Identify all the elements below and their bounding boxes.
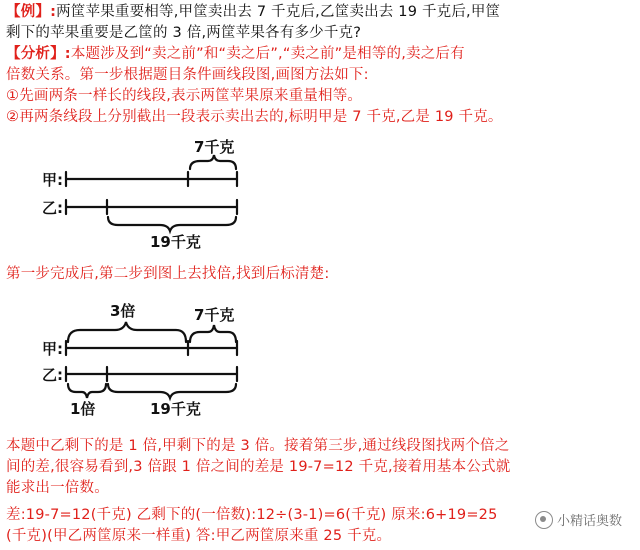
diagram-2-label-1-time: 1倍 <box>70 400 96 418</box>
diagram-1-label-19kg: 19千克 <box>150 233 201 251</box>
conclusion-line-2: 间的差,很容易看到,3 倍跟 1 倍之间的差是 19-7=12 千克,接着用基本公式就 <box>6 459 511 475</box>
diagram-2-label-19kg: 19千克 <box>150 400 201 418</box>
wechat-icon <box>535 511 553 529</box>
line-segment-diagram-1 <box>0 135 640 255</box>
analysis-tag: 【分析】: <box>6 46 71 62</box>
brace-19kg <box>108 217 236 231</box>
diagram-1-label-7kg: 7千克 <box>194 138 235 156</box>
conclusion-line-3: 能求出一倍数。 <box>6 480 109 496</box>
line-segment-diagram-2 <box>0 298 640 426</box>
analysis-step-1: ①先画两条一样长的线段,表示两筐苹果原来重量相等。 <box>6 88 363 104</box>
analysis-text-1: 本题涉及到“卖之前”和“卖之后”,“卖之前”是相等的,卖之后有 <box>70 46 465 62</box>
analysis-text-2: 倍数关系。第一步根据题目条件画线段图,画图方法如下: <box>6 67 369 83</box>
conclusion-line-1: 本题中乙剩下的是 1 倍,甲剩下的是 3 倍。接着第三步,通过线段图找两个倍之 <box>6 438 510 454</box>
analysis-line-1 <box>6 44 465 64</box>
step-two-text: 第一步完成后,第二步到图上去找倍,找到后标清楚: <box>6 266 330 282</box>
diagram-1-label-jia: 甲: <box>42 171 63 189</box>
diagram-2-label-7kg: 7千克 <box>194 306 235 324</box>
solution-line-2: (千克)(甲乙两筐原来一样重) 答:甲乙两筐原来重 25 千克。 <box>6 528 392 544</box>
analysis-step-2: ②再两条线段上分别截出一段表示卖出去的,标明甲是 7 千克,乙是 19 千克。 <box>6 109 503 125</box>
diagram-1-label-yi: 乙: <box>42 199 63 217</box>
example-text-1: 两筐苹果重要相等,甲筐卖出去 7 千克后,乙筐卖出去 19 千克后,甲筐 <box>56 4 501 20</box>
brace-7kg-2 <box>190 325 236 342</box>
brace-1-time <box>68 384 106 398</box>
diagram-2-label-3-times: 3倍 <box>110 302 136 320</box>
watermark <box>535 510 622 529</box>
diagram-2-label-yi: 乙: <box>42 366 63 384</box>
example-tag: 【例】: <box>6 4 57 20</box>
example-text-2: 剩下的苹果重要是乙筐的 3 倍,两筐苹果各有多少千克? <box>6 25 362 41</box>
brace-19kg-2 <box>108 384 236 398</box>
example-line-1 <box>6 2 500 22</box>
brace-7kg <box>190 155 236 169</box>
diagram-2-label-jia: 甲: <box>42 340 63 358</box>
watermark-text: 小精话奥数 <box>556 514 622 529</box>
brace-3-times <box>68 322 186 342</box>
diagram-1-svg <box>0 135 640 255</box>
solution-line-1: 差:19-7=12(千克) 乙剩下的(一倍数):12÷(3-1)=6(千克) 原来:6+19=25 <box>6 507 498 523</box>
diagram-2-svg <box>0 298 640 426</box>
